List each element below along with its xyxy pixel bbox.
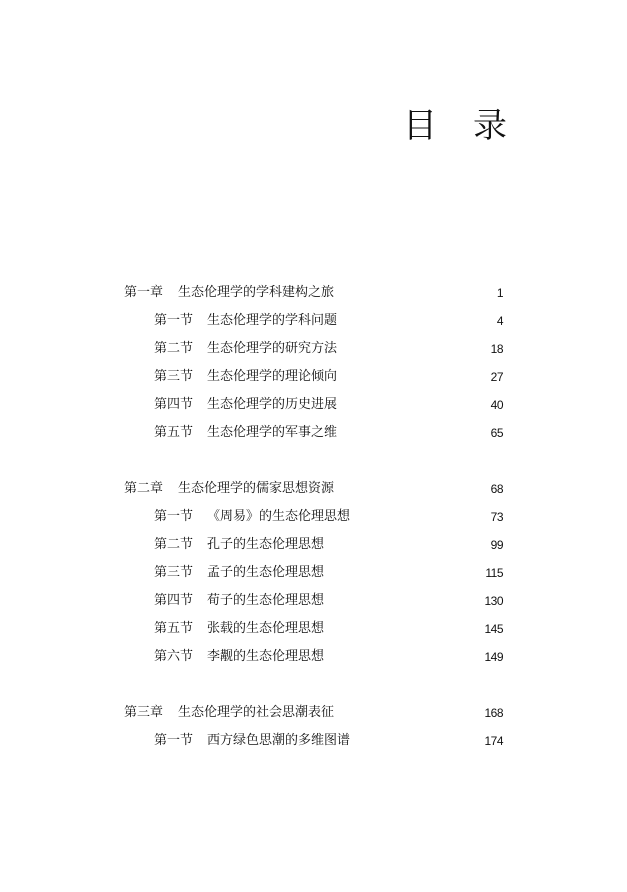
section-page-number: 149 [484,650,503,664]
section-title: 生态伦理学的历史进展 [207,397,338,412]
section-label: 第三节 [154,369,194,384]
section-label: 第一节 [154,313,194,328]
section-title: 生态伦理学的理论倾向 [207,369,338,384]
section-page-number: 40 [490,398,503,412]
toc-section-entry[interactable] [0,395,627,415]
section-title: 孔子的生态伦理思想 [207,537,325,552]
section-page-number: 145 [484,622,503,636]
section-page-number: 130 [484,594,503,608]
section-label: 第五节 [154,621,194,636]
section-label: 第三节 [154,565,194,580]
toc-chapter-entry[interactable] [0,479,627,499]
section-page-number: 65 [490,426,503,440]
section-title: 西方绿色思潮的多维图谱 [207,733,351,748]
section-label: 第二节 [154,537,194,552]
section-page-number: 4 [496,314,503,328]
section-label: 第一节 [154,733,194,748]
toc-section-entry[interactable] [0,535,627,555]
chapter-page-number: 68 [490,482,503,496]
section-title: 李觏的生态伦理思想 [207,649,325,664]
section-label: 第二节 [154,341,194,356]
section-page-number: 174 [484,734,503,748]
section-page-number: 18 [490,342,503,356]
section-title: 《周易》的生态伦理思想 [207,509,351,524]
page-title: 目录 [403,106,543,146]
section-label: 第五节 [154,425,194,440]
toc-chapter-entry[interactable] [0,703,627,723]
toc-section-entry[interactable] [0,339,627,359]
section-title: 孟子的生态伦理思想 [207,565,325,580]
section-label: 第四节 [154,593,194,608]
chapter-title: 生态伦理学的学科建构之旅 [178,285,335,300]
toc-section-entry[interactable] [0,311,627,331]
section-title: 生态伦理学的军事之维 [207,425,338,440]
chapter-label: 第二章 [124,481,164,496]
section-title: 生态伦理学的研究方法 [207,341,338,356]
section-page-number: 115 [485,566,503,580]
toc-section-entry[interactable] [0,647,627,667]
section-page-number: 27 [490,370,503,384]
section-label: 第一节 [154,509,194,524]
section-page-number: 73 [490,510,503,524]
section-title: 生态伦理学的学科问题 [207,313,338,328]
chapter-title: 生态伦理学的儒家思想资源 [178,481,335,496]
chapter-page-number: 1 [496,286,503,300]
section-title: 荀子的生态伦理思想 [207,593,325,608]
toc-section-entry[interactable] [0,563,627,583]
toc-section-entry[interactable] [0,591,627,611]
toc-chapter-entry[interactable] [0,283,627,303]
section-label: 第四节 [154,397,194,412]
toc-section-entry[interactable] [0,367,627,387]
section-page-number: 99 [490,538,503,552]
toc-section-entry[interactable] [0,423,627,443]
chapter-page-number: 168 [484,706,503,720]
toc-section-entry[interactable] [0,507,627,527]
section-label: 第六节 [154,649,194,664]
chapter-label: 第三章 [124,705,164,720]
toc-section-entry[interactable] [0,619,627,639]
chapter-title: 生态伦理学的社会思潮表征 [178,705,335,720]
chapter-label: 第一章 [124,285,164,300]
section-title: 张载的生态伦理思想 [207,621,325,636]
toc-section-entry[interactable] [0,731,627,751]
